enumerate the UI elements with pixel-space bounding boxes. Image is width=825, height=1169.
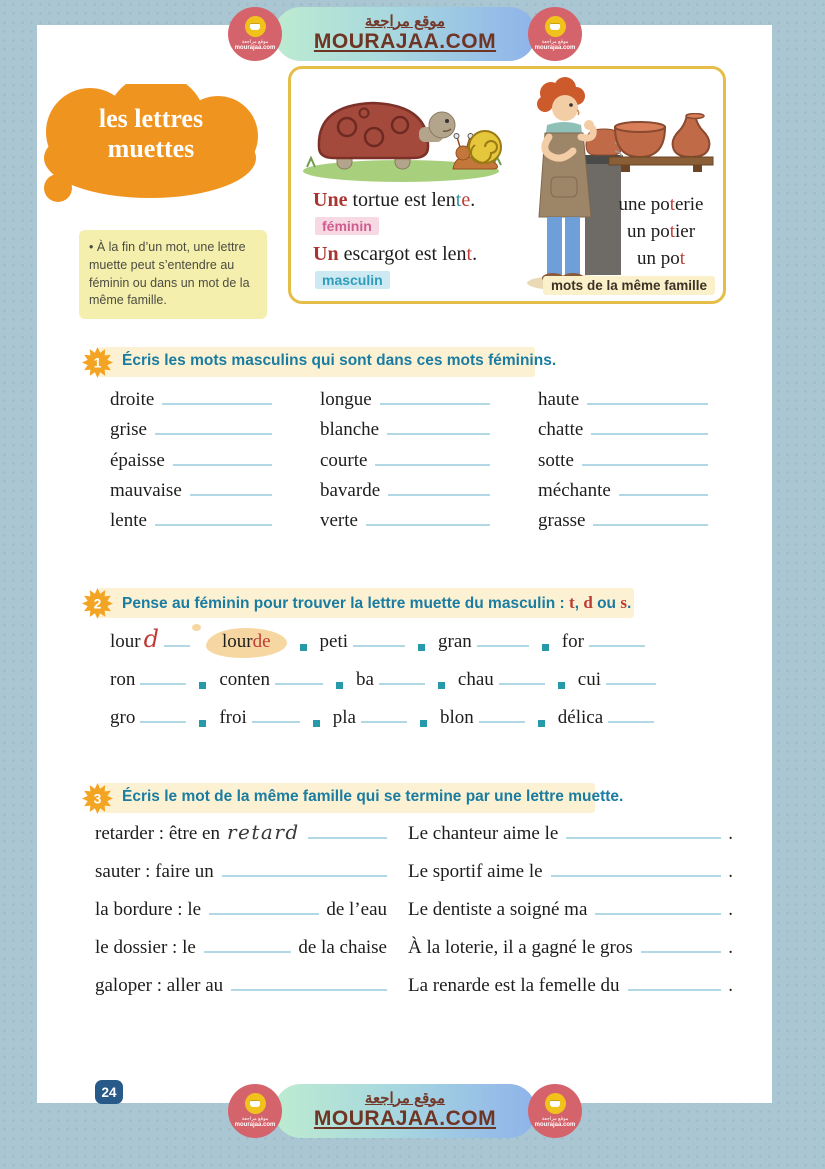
answer-line (375, 447, 490, 466)
exercise3-right-column (408, 820, 733, 1010)
bullet-square-icon (420, 720, 427, 727)
exercise2-instruction: Pense au féminin pour trouver la lettre muette du masculin : t, d ou s. (122, 593, 632, 612)
exercise2-row (110, 666, 720, 704)
word-blank-row: droite (110, 386, 272, 416)
exercise-number-star-icon (82, 783, 113, 814)
answer-line (606, 666, 656, 685)
exercise2-number: 2 (93, 595, 102, 612)
word-blank-row: méchante (538, 477, 708, 507)
answer-line (587, 386, 708, 405)
answer-line (275, 666, 323, 685)
answer-line (379, 666, 425, 685)
family-word: un pot (636, 248, 686, 269)
answer-line (204, 934, 292, 953)
bullet-square-icon (558, 682, 565, 689)
book-icon (245, 1093, 266, 1114)
answer-line (595, 896, 721, 915)
potter-illustration (503, 77, 623, 295)
word-blank-row: épaisse (110, 447, 272, 477)
answer-line (140, 704, 186, 723)
lesson-example-box (288, 66, 726, 304)
site-logo-icon (528, 1084, 582, 1138)
answer-line (209, 896, 319, 915)
answer-line (499, 666, 545, 685)
word-stem-example: lour d (110, 628, 190, 653)
word-blank-row: lente (110, 508, 272, 538)
sentence-blank-row: le dossier : le de la chaise (95, 934, 387, 972)
bullet-square-icon (199, 682, 206, 689)
word-blank-row: sotte (538, 447, 708, 477)
banner-site-name: MOURAJAA.COM (313, 30, 497, 54)
word-blank-row: blanche (320, 416, 490, 446)
logo-caption-arabic: موقع مراجعة (541, 38, 569, 45)
logo-caption: mourajaa.com (234, 1121, 276, 1128)
word-stem: délica (558, 704, 654, 729)
word-stem: gro (110, 704, 186, 729)
banner-arabic-title: موقع مراجعة (364, 1089, 446, 1107)
answer-line (190, 477, 272, 496)
answer-line (477, 628, 529, 647)
word-blank-row: longue (320, 386, 490, 416)
answer-line (608, 704, 654, 723)
handwritten-answer: retard (227, 820, 300, 844)
word-blank-row: bavarde (320, 477, 490, 507)
site-banner-top (228, 5, 582, 63)
logo-caption: mourajaa.com (534, 44, 576, 51)
example-highlight-blob: lourde (206, 628, 287, 658)
banner-site-name: MOURAJAA.COM (313, 1107, 497, 1131)
logo-caption-arabic: موقع مراجعة (241, 1115, 269, 1122)
pottery-shelf-illustration (607, 113, 715, 177)
bullet-square-icon (199, 720, 206, 727)
handwritten-answer-d: d (143, 625, 159, 653)
page-number-badge: 24 (95, 1080, 123, 1104)
exercise1-number: 1 (93, 354, 102, 371)
answer-line (353, 628, 405, 647)
logo-caption: mourajaa.com (534, 1121, 576, 1128)
bullet-square-icon (438, 682, 445, 689)
banner-arabic-title: موقع مراجعة (364, 12, 446, 30)
answer-line (162, 386, 272, 405)
site-logo-icon (528, 7, 582, 61)
answer-line (252, 704, 300, 723)
site-logo-icon (228, 1084, 282, 1138)
answer-line (387, 416, 490, 435)
logo-caption-arabic: موقع مراجعة (241, 38, 269, 45)
answer-line (155, 416, 272, 435)
answer-line (155, 508, 272, 527)
bullet-square-icon (313, 720, 320, 727)
word-stem: blon (440, 704, 525, 729)
word-blank-row: verte (320, 508, 490, 538)
banner-pill (274, 7, 536, 61)
word-blank-row: mauvaise (110, 477, 272, 507)
logo-caption-arabic: موقع مراجعة (541, 1115, 569, 1122)
answer-line (388, 477, 490, 496)
sentence-blank-row: La renarde est la femelle du . (408, 972, 733, 1010)
bullet-square-icon (542, 644, 549, 651)
answer-line (366, 508, 490, 527)
answer-line (582, 447, 708, 466)
word-stem: for (562, 628, 645, 653)
answer-line (231, 972, 387, 991)
answer-line (619, 477, 708, 496)
answer-line (361, 704, 407, 723)
example-sentence-feminine: Une tortue est lente. (313, 189, 476, 211)
sentence-blank-row: Le chanteur aime le . (408, 820, 733, 858)
answer-line (551, 858, 722, 877)
exercise2-row (110, 625, 720, 666)
exercise-number-star-icon (82, 347, 113, 378)
site-banner-bottom (228, 1082, 582, 1140)
word-blank-row: chatte (538, 416, 708, 446)
bullet-square-icon (418, 644, 425, 651)
sentence-blank-row: la bordure : le de l’eau (95, 896, 387, 934)
word-stem: cui (578, 666, 656, 691)
answer-line (593, 508, 708, 527)
answer-line (641, 934, 721, 953)
word-stem: ba (356, 666, 425, 691)
masculin-label: masculin (315, 271, 390, 289)
answer-line (308, 820, 387, 839)
bullet-square-icon (300, 644, 307, 651)
exercise3-header (88, 783, 624, 813)
example-sentence-masculine: Un escargot est lent. (313, 243, 478, 265)
exercise1-column (110, 386, 272, 538)
exercise1-instruction: Écris les mots masculins qui sont dans ces mots féminins. (122, 352, 557, 369)
word-blank-row: haute (538, 386, 708, 416)
sentence-blank-row: retarder : être en retard (95, 820, 387, 858)
exercise1-header (88, 347, 557, 377)
exercise2-items (110, 625, 720, 742)
word-stem: pla (333, 704, 407, 729)
word-stem: conten (219, 666, 323, 691)
word-stem: froi (219, 704, 299, 729)
exercise2-header (88, 588, 634, 618)
family-word: une poterie (618, 194, 704, 215)
exercise3-items (95, 820, 733, 1010)
sentence-blank-row: Le sportif aime le . (408, 858, 733, 896)
exercise1-column (538, 386, 708, 538)
sentence-blank-row: galoper : aller au (95, 972, 387, 1010)
word-stem: peti (320, 628, 406, 653)
feminin-label: féminin (315, 217, 379, 235)
word-stem: chau (458, 666, 545, 691)
answer-line (173, 447, 272, 466)
exercise-number-star-icon (82, 588, 113, 619)
site-logo-icon (228, 7, 282, 61)
lesson-title: les lettres muettes (98, 104, 204, 163)
exercise3-instruction: Écris le mot de la même famille qui se termine par une lettre muette. (122, 788, 624, 805)
bullet-square-icon (538, 720, 545, 727)
exercise3-left-column (95, 820, 387, 1010)
family-word: un potier (626, 221, 696, 242)
book-icon (545, 1093, 566, 1114)
book-icon (545, 16, 566, 37)
answer-line (380, 386, 490, 405)
word-stem: gran (438, 628, 529, 653)
word-blank-row: grasse (538, 508, 708, 538)
answer-line (591, 416, 708, 435)
answer-line (164, 628, 190, 647)
banner-pill (274, 1084, 536, 1138)
word-blank-row: grise (110, 416, 272, 446)
book-icon (245, 16, 266, 37)
word-blank-row: courte (320, 447, 490, 477)
answer-line (589, 628, 645, 647)
lesson-note: • À la fin d’un mot, une lettre muette peut s’entendre au féminin ou dans un mot de la même famille. (79, 230, 267, 319)
bullet-square-icon (336, 682, 343, 689)
exercise1-word-grid (110, 386, 710, 538)
exercise2-row (110, 704, 720, 742)
sentence-blank-row: sauter : faire un (95, 858, 387, 896)
lesson-title-cloud (38, 84, 264, 204)
sentence-blank-row: À la loterie, il a gagné le gros . (408, 934, 733, 972)
exercise3-number: 3 (93, 790, 102, 807)
family-caption: mots de la même famille (543, 276, 715, 295)
answer-line (140, 666, 186, 685)
answer-line (628, 972, 722, 991)
answer-line (222, 858, 387, 877)
exercise1-column (320, 386, 490, 538)
answer-line (479, 704, 525, 723)
answer-line (566, 820, 721, 839)
word-stem: ron (110, 666, 186, 691)
logo-caption: mourajaa.com (234, 44, 276, 51)
word-family-list (609, 191, 713, 272)
turtle-snail-illustration (301, 85, 506, 187)
sentence-blank-row: Le dentiste a soigné ma . (408, 896, 733, 934)
